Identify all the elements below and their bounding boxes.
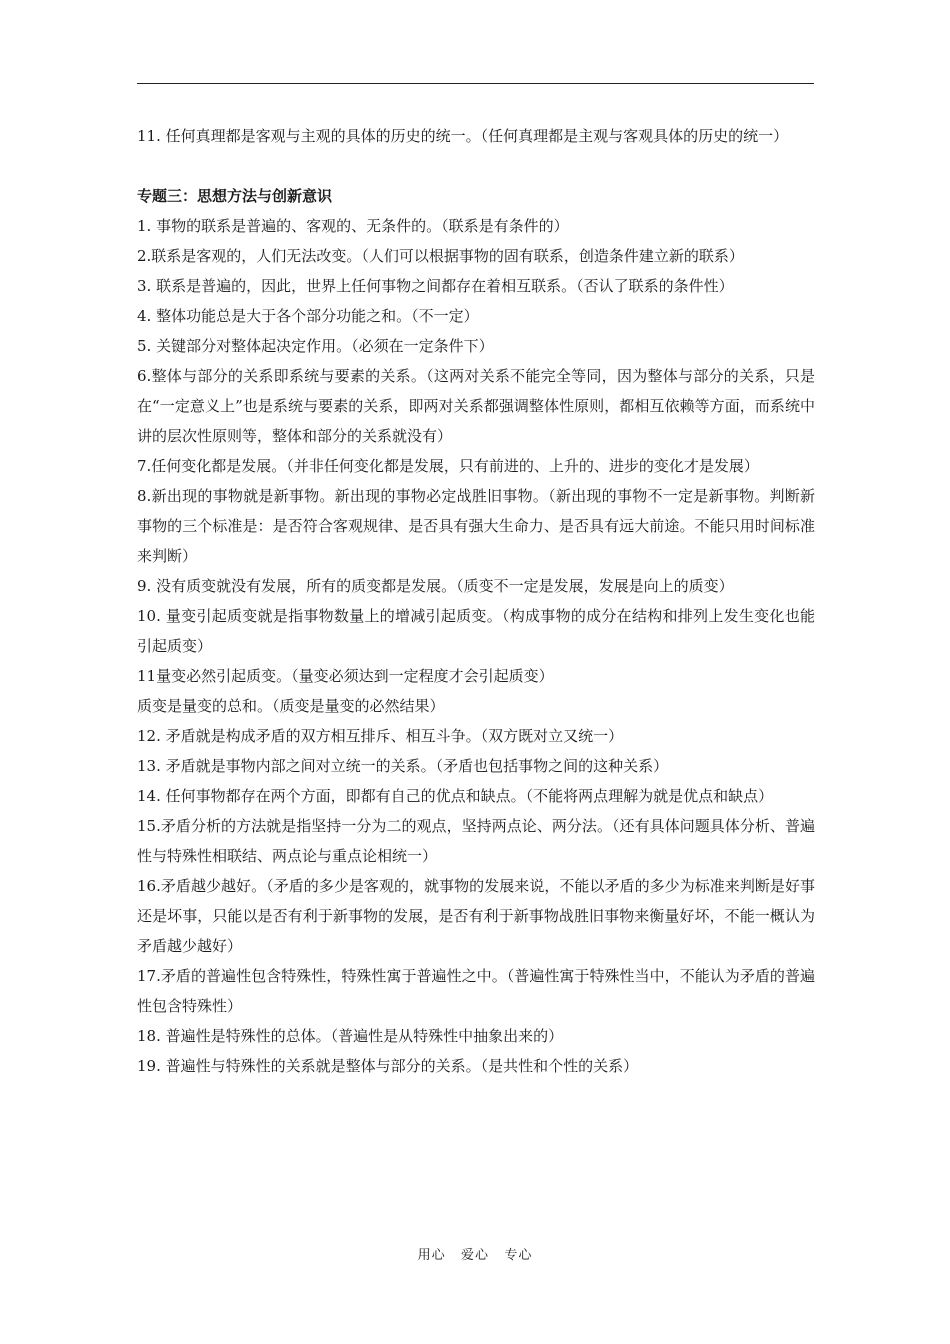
list-item: 4. 整体功能总是大于各个部分功能之和。（不一定） bbox=[137, 307, 479, 325]
list-item: 6.整体与部分的关系即系统与要素的关系。（这两对关系不能完全等同，因为整体与部分的关系，只是在“一定意义上”也是系统与要素的关系，即两对关系都强调整体性原则，都相互依赖等方面，而系统中讲的层次性原则等，整体和部分的关系就没有） bbox=[137, 367, 815, 445]
list-item: 14. 任何事物都存在两个方面，即都有自己的优点和缺点。（不能将两点理解为就是优点和缺点） bbox=[137, 787, 774, 805]
document-body bbox=[137, 121, 815, 1081]
header-rule bbox=[137, 83, 814, 84]
list-item: 7.任何变化都是发展。（并非任何变化都是发展，只有前进的、上升的、进步的变化才是发展） bbox=[137, 457, 759, 475]
list-item: 15.矛盾分析的方法就是指坚持一分为二的观点，坚持两点论、两分法。（还有具体问题具体分析、普遍性与特殊性相联结、两点论与重点论相统一） bbox=[137, 817, 815, 865]
list-item: 19. 普遍性与特殊性的关系就是整体与部分的关系。（是共性和个性的关系） bbox=[137, 1057, 639, 1075]
list-item: 2.联系是客观的，人们无法改变。（人们可以根据事物的固有联系，创造条件建立新的联系） bbox=[137, 247, 744, 265]
list-item: 9. 没有质变就没有发展，所有的质变都是发展。（质变不一定是发展，发展是向上的质变） bbox=[137, 577, 734, 595]
list-item: 12. 矛盾就是构成矛盾的双方相互排斥、相互斗争。（双方既对立又统一） bbox=[137, 727, 624, 745]
list-item: 11量变必然引起质变。（量变必须达到一定程度才会引起质变） bbox=[137, 667, 554, 685]
list-item: 16.矛盾越少越好。（矛盾的多少是客观的，就事物的发展来说，不能以矛盾的多少为标准来判断是好事还是坏事，只能以是否有利于新事物的发展，是否有利于新事物战胜旧事物来衡量好坏，不能一概认为矛盾越少越好） bbox=[137, 877, 815, 955]
list-item: 1. 事物的联系是普遍的、客观的、无条件的。（联系是有条件的） bbox=[137, 217, 569, 235]
list-item: 质变是量变的总和。（质变是量变的必然结果） bbox=[137, 697, 445, 715]
list-item: 18. 普遍性是特殊性的总体。（普遍性是从特殊性中抽象出来的） bbox=[137, 1027, 564, 1045]
list-item: 3. 联系是普遍的，因此，世界上任何事物之间都存在着相互联系。（否认了联系的条件性） bbox=[137, 277, 734, 295]
page-footer: 用心 爱心 专心 bbox=[417, 1248, 533, 1263]
list-item: 10. 量变引起质变就是指事物数量上的增减引起质变。（构成事物的成分在结构和排列上发生变化也能引起质变） bbox=[137, 607, 815, 655]
list-item: 5. 关键部分对整体起决定作用。（必须在一定条件下） bbox=[137, 337, 494, 355]
list-item: 13. 矛盾就是事物内部之间对立统一的关系。（矛盾也包括事物之间的这种关系） bbox=[137, 757, 669, 775]
list-item: 8.新出现的事物就是新事物。新出现的事物必定战胜旧事物。（新出现的事物不一定是新事物。判断新事物的三个标准是：是否符合客观规律、是否具有强大生命力、是否具有远大前途。不能只用时间标准来判断） bbox=[137, 487, 815, 565]
section-heading: 专题三：思想方法与创新意识 bbox=[137, 187, 333, 205]
intro-paragraph: 11. 任何真理都是客观与主观的具体的历史的统一。（任何真理都是主观与客观具体的历史的统一） bbox=[137, 127, 789, 145]
list-item: 17.矛盾的普遍性包含特殊性，特殊性寓于普遍性之中。（普遍性寓于特殊性当中，不能认为矛盾的普遍性包含特殊性） bbox=[137, 967, 815, 1015]
